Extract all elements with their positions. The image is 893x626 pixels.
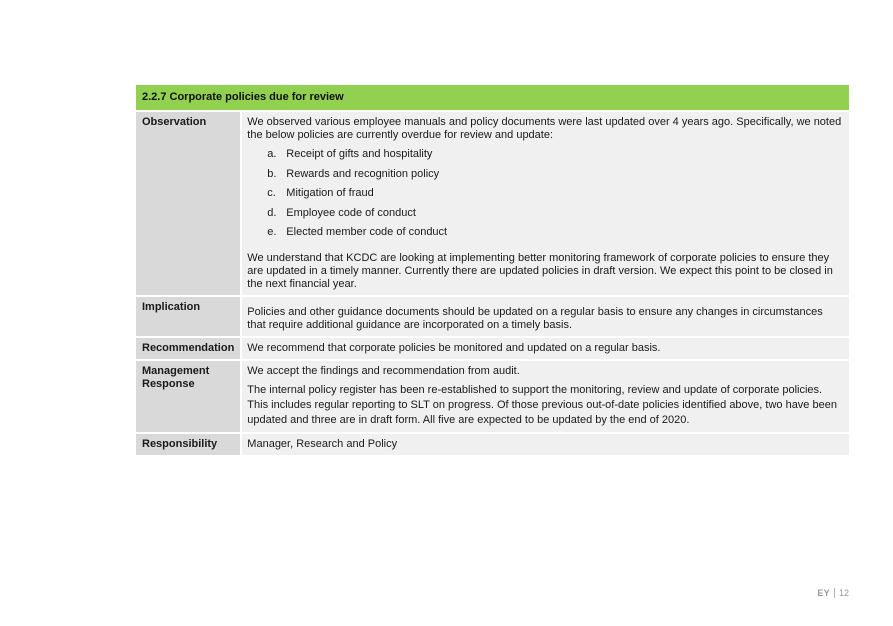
management-response-para2: The internal policy register has been re-established to support the monitoring, review and update of corporate policies. This includes regular reporting to SLT on progress. Of those previous out-of-date policies identified above, two have been updated and three are in draft form. All five are expected to be updated by the end of 2020. [247,383,837,426]
list-marker: c. [267,187,276,199]
responsibility-label: Responsibility [136,432,242,455]
list-marker: b. [267,167,277,180]
list-item-text: Mitigation of fraud [286,187,374,199]
implication-text: Policies and other guidance documents should be updated on a regular basis to ensure any changes in circumstances that require additional guidance are incorporated on a timely basis. [247,305,823,331]
list-item [247,187,843,207]
list-item-text: Elected member code of conduct [286,226,448,238]
list-marker: d. [267,206,277,219]
list-item-text: Rewards and recognition policy [286,167,440,180]
page-footer [817,588,849,598]
recommendation-row [136,336,849,359]
implication-content [242,295,849,336]
observation-closing: We understand that KCDC are looking at implementing better monitoring framework of corporate policies to ensure they are updated in a timely manner. Currently there are updated policies in draft version. We expect this point to be closed in the next financial year. [247,251,833,290]
section-title: 2.2.7 Corporate policies due for review [136,85,849,110]
responsibility-row [136,432,849,455]
recommendation-text: We recommend that corporate policies be monitored and updated on a regular basis. [247,341,661,354]
implication-row [136,295,849,336]
overdue-policy-list [247,148,843,246]
management-response-content [242,359,849,432]
recommendation-content [242,336,849,359]
observation-intro: We observed various employee manuals and policy documents were last updated over 4 years ago. Specifically, we noted the below policies are currently overdue for review and update: [247,116,842,141]
list-item [247,168,843,188]
management-response-para1: We accept the findings and recommendation from audit. [247,364,520,377]
responsibility-text: Manager, Research and Policy [247,437,398,450]
page-number: 12 [838,588,849,598]
list-item [247,226,843,246]
list-marker: e. [267,226,277,238]
list-item-text: Receipt of gifts and hospitality [286,148,433,160]
recommendation-label: Recommendation [136,336,242,359]
ey-logo: EY [817,588,830,598]
responsibility-content [242,432,849,455]
management-response-row [136,359,849,432]
implication-label: Implication [136,295,242,336]
section-header-row [136,85,849,110]
findings-table [136,85,849,455]
management-response-label: Management Response [136,359,242,432]
list-item [247,207,843,227]
list-item-text: Employee code of conduct [286,206,416,219]
observation-label: Observation [136,110,242,295]
footer-divider [834,588,835,598]
list-marker: a. [267,148,277,160]
list-item [247,148,843,168]
observation-row [136,110,849,295]
observation-content [242,110,849,295]
